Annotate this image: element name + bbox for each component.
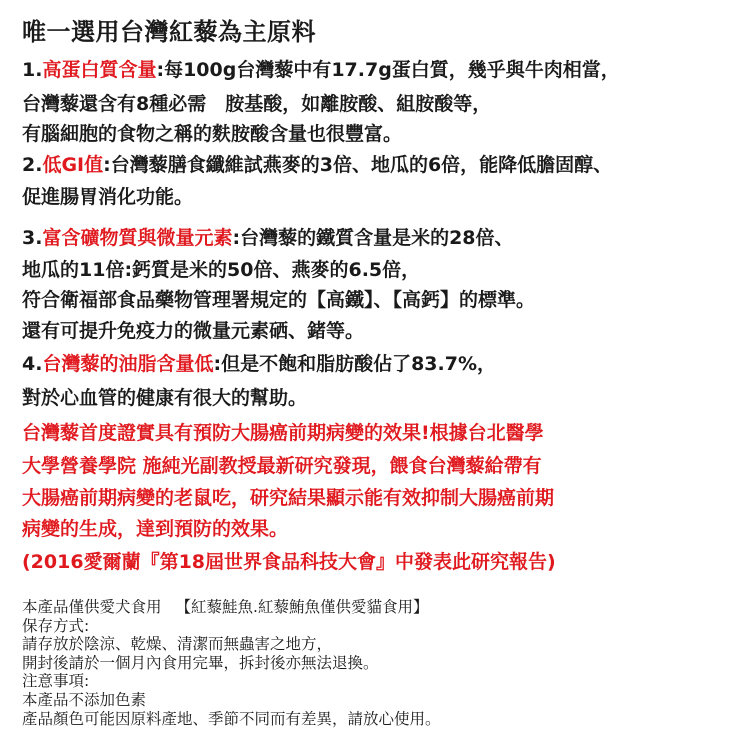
item-1-line-3: 有腦細胞的食物之稱的麩胺酸含量也很豐富。 [22, 123, 403, 145]
item-3-text: :台灣藜的鐵質含量是米的28倍、 [232, 227, 514, 249]
product-notice [22, 598, 732, 728]
item-3-number: 3. [22, 227, 43, 249]
item-3-line-1 [22, 226, 514, 250]
notice-caution-line-1: 本產品不添加色素 [22, 690, 147, 709]
item-4-line-1 [22, 352, 496, 376]
item-2-heading: 低GI值 [42, 154, 104, 176]
item-3-line-2: 地瓜的11倍:鈣質是米的50倍、燕麥的6.5倍， [22, 259, 421, 281]
item-3-line-3: 符合衛福部食品藥物管理署規定的【高鐵】、【高鈣】的標準。 [22, 289, 536, 311]
notice-caution-heading: 注意事項: [22, 672, 90, 691]
notice-storage-heading: 保存方式: [22, 616, 90, 635]
notice-caution-line-2: 產品顏色可能因原料產地、季節不同而有差異，請放心使用。 [22, 709, 441, 728]
item-1-number: 1. [22, 59, 43, 81]
item-3-heading: 富含礦物質與微量元素 [42, 227, 233, 249]
research-line-4: 病變的生成，達到預防的效果。 [22, 518, 289, 540]
research-line-2: 大學營養學院 施純光副教授最新研究發現，餵食台灣藜給帶有 [22, 455, 542, 477]
item-3-line-4: 還有可提升免疫力的微量元素硒、鍺等。 [22, 320, 365, 342]
item-4-heading: 台灣藜的油脂含量低 [42, 353, 214, 375]
item-2-line-1 [22, 153, 612, 177]
item-4-text: :但是不飽和脂肪酸佔了83.7%， [213, 353, 496, 375]
item-2-text: :台灣藜膳食纖維試燕麥的3倍、地瓜的6倍，能降低膽固醇、 [103, 154, 613, 176]
item-1-line-2: 台灣藜還含有8種必需 胺基酸，如離胺酸、組胺酸等， [22, 93, 492, 115]
item-1-text: :每100g台灣藜中有17.7g蛋白質，幾乎與牛肉相當， [156, 59, 620, 81]
item-1-line-1 [22, 58, 620, 82]
item-2-number: 2. [22, 154, 43, 176]
notice-pet-note: 【紅藜鮭魚.紅藜鮪魚僅供愛貓食用】 [175, 598, 429, 616]
research-line-3: 大腸癌前期病變的老鼠吃，研究結果顯示能有效抑制大腸癌前期 [22, 487, 555, 509]
notice-storage-line-1: 請存放於陰涼、乾燥、清潔而無蟲害之地方， [22, 635, 333, 654]
item-4-line-2: 對於心血管的健康有很大的幫助。 [22, 387, 308, 409]
research-source: (2016愛爾蘭『第18屆世界食品科技大會』中發表此研究報告) [22, 551, 556, 573]
notice-pet-line [22, 598, 732, 617]
notice-pet-label: 本產品僅供愛犬食用 [22, 598, 162, 616]
item-4-number: 4. [22, 353, 43, 375]
item-1-heading: 高蛋白質含量 [42, 59, 157, 81]
item-2-line-2: 促進腸胃消化功能。 [22, 186, 194, 208]
notice-storage-line-2: 開封後請於一個月內食用完畢，拆封後亦無法退換。 [22, 653, 379, 672]
page-title: 唯一選用台灣紅藜為主原料 [22, 18, 316, 46]
research-line-1: 台灣藜首度證實具有預防大腸癌前期病變的效果!根據台北醫學 [22, 422, 544, 444]
